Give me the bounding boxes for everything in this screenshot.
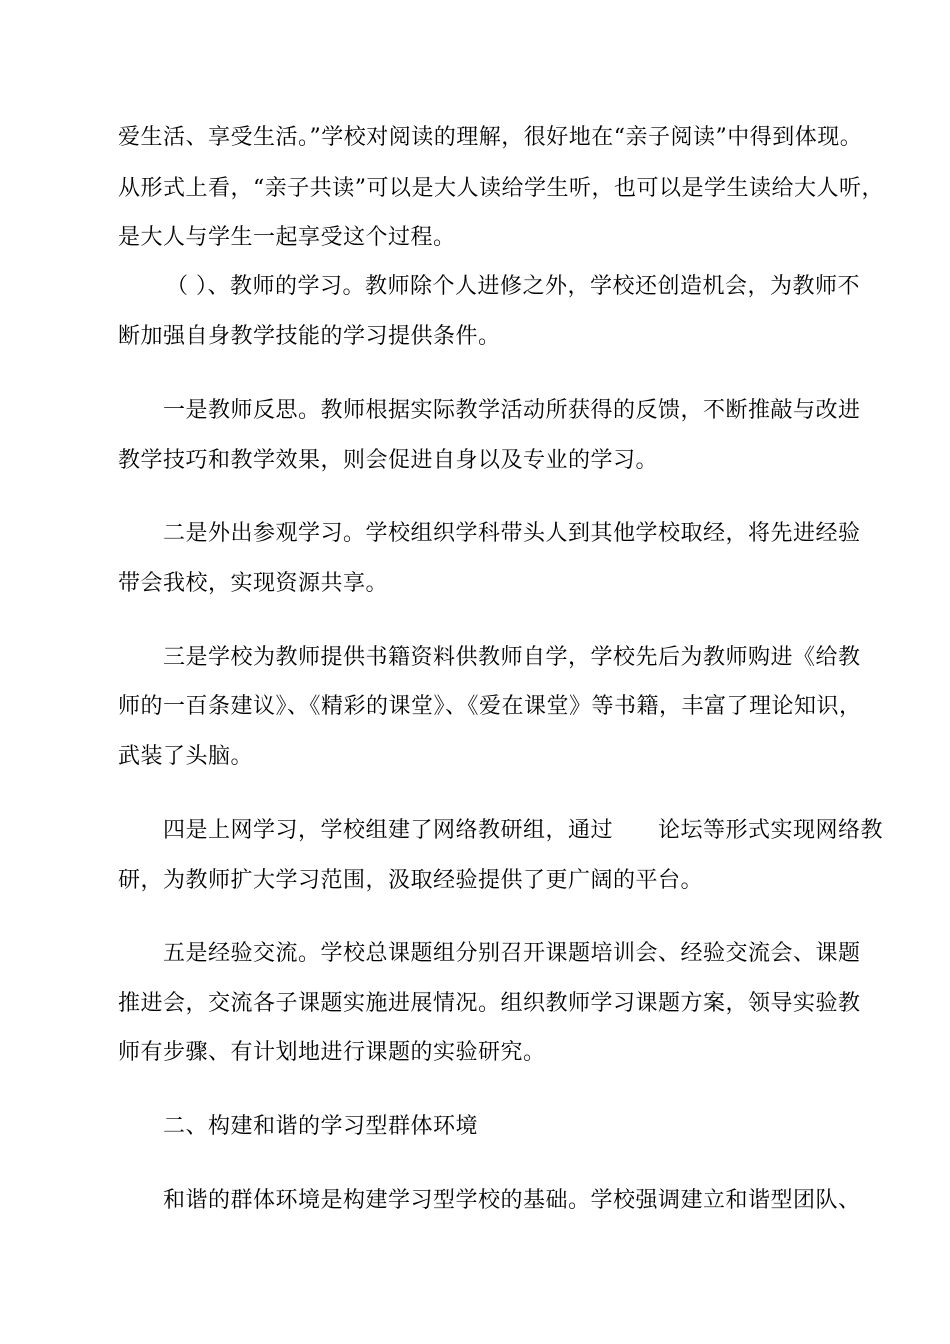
text-line: 研，为教师扩大学习范围，汲取经验提供了更广阔的平台。 — [118, 868, 704, 893]
paragraph-first-line: 四是上网学习，学校组建了网络教研组，通过 论坛等形式实现网络教 — [163, 818, 884, 843]
text-line: 带会我校，实现资源共享。 — [118, 571, 389, 596]
text-line: 爱生活、享受生活。”学校对阅读的理解，很好地在“亲子阅读”中得到体现。 — [118, 125, 863, 150]
paragraph-first-line: 三是学校为教师提供书籍资料供教师自学，学校先后为教师购进《给教 — [163, 645, 861, 670]
text-line: 断加强自身教学技能的学习提供条件。 — [118, 324, 501, 349]
text-line: 武装了头脑。 — [118, 744, 254, 769]
paragraph-first-line: 和谐的群体环境是构建学习型学校的基础。学校强调建立和谐型团队、 — [163, 1188, 861, 1213]
text-line: 教学技巧和教学效果，则会促进自身以及专业的学习。 — [118, 448, 659, 473]
section-heading-harmonious-environment: 二、构建和谐的学习型群体环境 — [163, 1114, 479, 1139]
paragraph-first-line: 五是经验交流。学校总课题组分别召开课题培训会、经验交流会、课题 — [163, 941, 861, 966]
paragraph-first-line: 二是外出参观学习。学校组织学科带头人到其他学校取经，将先进经验 — [163, 521, 861, 546]
text-line: 是大人与学生一起享受这个过程。 — [118, 225, 456, 250]
text-line: 师有步骤、有计划地进行课题的实验研究。 — [118, 1040, 546, 1065]
text-line: 师的一百条建议》、《精彩的课堂》、《爱在课堂》等书籍，丰富了理论知识， — [118, 694, 862, 719]
text-line: 从形式上看，“亲子共读”可以是大人读给学生听，也可以是学生读给大人听， — [118, 176, 884, 201]
text-line: 推进会，交流各子课题实施进展情况。组织教师学习课题方案，领导实验教 — [118, 991, 861, 1016]
paragraph-first-line: 一是教师反思。教师根据实际教学活动所获得的反馈，不断推敲与改进 — [163, 398, 861, 423]
section-heading-teacher-learning: （ ）、教师的学习。教师除个人进修之外，学校还创造机会，为教师不 — [166, 274, 860, 299]
